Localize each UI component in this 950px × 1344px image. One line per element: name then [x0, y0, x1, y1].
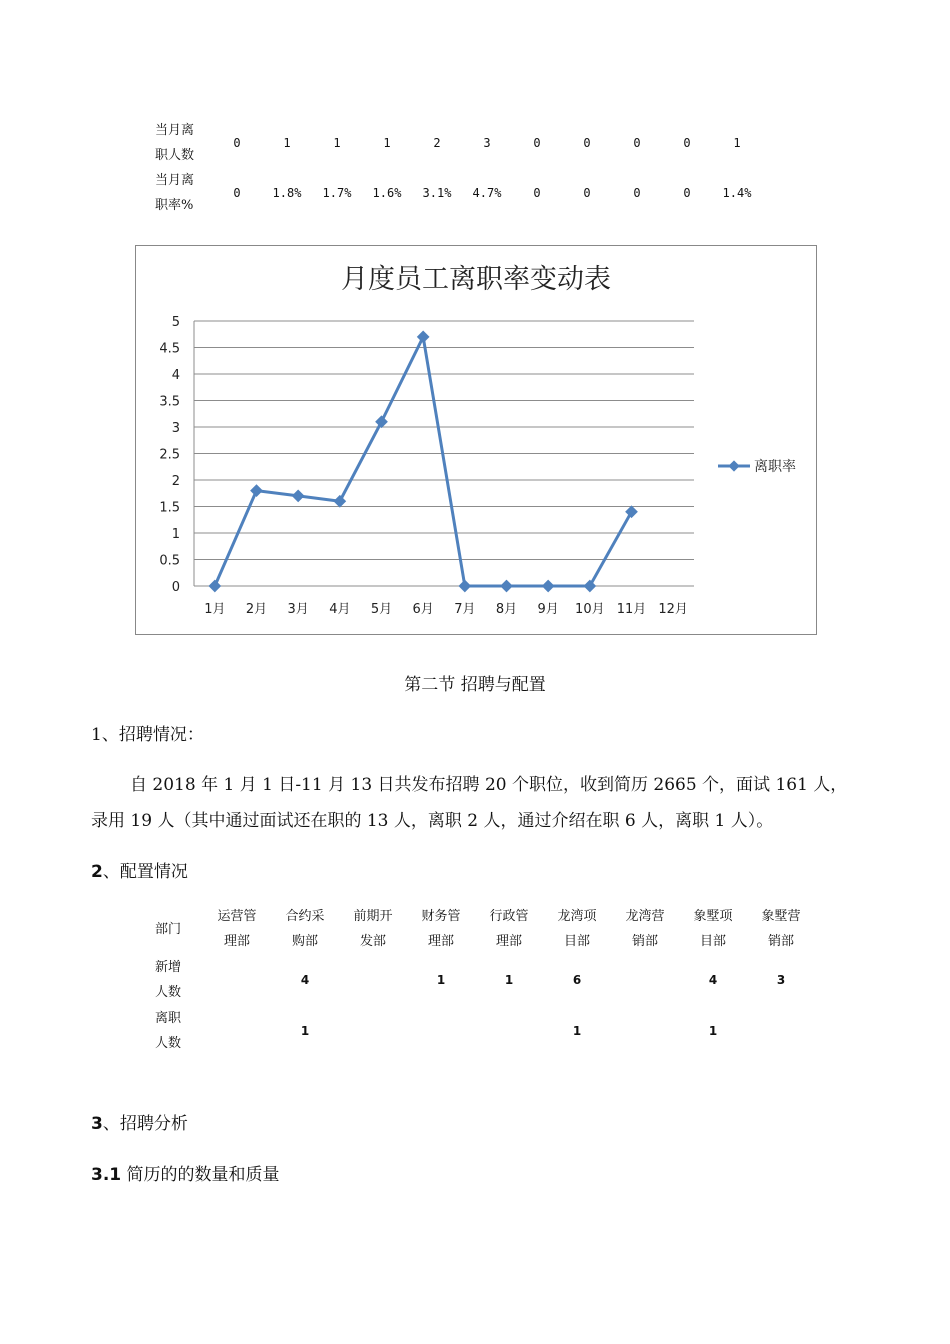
- turnover-cell: 2: [433, 136, 441, 150]
- turnover-cell: 3.1%: [422, 186, 452, 200]
- turnover-cell: 1: [283, 136, 291, 150]
- legend-label: 离职率: [754, 459, 796, 475]
- y-tick-label: 2: [171, 474, 180, 489]
- turnover-cell: 1.8%: [272, 186, 302, 200]
- turnover-cell: 0: [533, 136, 541, 150]
- x-tick-label: 3月: [287, 602, 309, 617]
- paragraph-line-1: 自 2018 年 1 月 1 日-11 月 13 日共发布招聘 20 个职位，收到简历 2665 个，面试 161 人，: [130, 775, 848, 795]
- config-dept-header: 龙湾项: [557, 909, 597, 924]
- config-dept-header: 运营管: [217, 909, 257, 924]
- config-dept-header: 销部: [631, 934, 658, 949]
- heading-resume-quality: [91, 1160, 280, 1185]
- y-tick-label: 3: [171, 421, 180, 436]
- chart-legend: [718, 459, 796, 475]
- config-cell: 1: [504, 973, 514, 987]
- turnover-cell: 1: [383, 136, 391, 150]
- x-tick-label: 2月: [245, 602, 268, 617]
- data-point: [542, 580, 555, 593]
- y-tick-label: 3.5: [159, 394, 180, 410]
- config-dept-header: 理部: [495, 934, 522, 949]
- y-tick-label: 4.5: [159, 341, 180, 357]
- paragraph-line-2: 录用 19 人（其中通过面试还在职的 13 人，离职 2 人，通过介绍在职 6 人，离职 1 人）。: [91, 811, 774, 831]
- y-tick-label: 0.5: [159, 553, 180, 569]
- config-dept-header: 购部: [291, 934, 318, 949]
- legend-marker: [728, 460, 739, 471]
- heading-allocation: [91, 857, 188, 882]
- x-tick-label: 10月: [575, 602, 605, 617]
- data-point: [458, 580, 471, 593]
- config-cell: 1: [572, 1024, 582, 1038]
- turnover-cell: 1.7%: [322, 186, 352, 200]
- heading-text: 、招聘分析: [102, 1114, 188, 1134]
- turnover-cell: 0: [683, 186, 691, 200]
- chart-title: 月度员工离职率变动表: [341, 264, 611, 295]
- turnover-cell: 0: [533, 186, 541, 200]
- turnover-cell: 0: [233, 136, 241, 150]
- config-header-label: 部门: [155, 922, 182, 937]
- config-cell: 4: [708, 973, 718, 987]
- config-row-label: 人数: [155, 1036, 182, 1051]
- config-row-label: 离职: [155, 1011, 182, 1026]
- config-dept-header: 理部: [223, 934, 250, 949]
- heading-text: 简历的的数量和质量: [121, 1165, 280, 1185]
- config-cell: 3: [776, 973, 786, 987]
- data-point: [417, 331, 430, 344]
- turnover-cell: 0: [633, 186, 641, 200]
- data-point: [375, 415, 388, 428]
- turnover-cell: 0: [683, 136, 691, 150]
- x-tick-label: 12月: [658, 602, 688, 617]
- config-dept-header: 象墅项: [693, 909, 733, 924]
- x-tick-label: 8月: [495, 602, 518, 617]
- data-point: [250, 484, 263, 497]
- y-tick-label: 2.5: [159, 447, 180, 463]
- config-dept-header: 行政管: [489, 909, 529, 924]
- turnover-cell: 0: [633, 136, 641, 150]
- data-point: [625, 505, 638, 518]
- y-tick-label: 5: [171, 315, 180, 330]
- data-point: [500, 580, 513, 593]
- config-cell: 1: [708, 1024, 718, 1038]
- row-label-resign-count: 当月离职人数: [155, 123, 195, 163]
- x-tick-label: 9月: [537, 602, 559, 617]
- config-cell: 1: [300, 1024, 310, 1038]
- config-dept-header: 销部: [767, 934, 794, 949]
- y-tick-label: 1: [171, 527, 180, 542]
- config-dept-header: 目部: [563, 934, 590, 949]
- config-dept-header: 象墅营: [761, 909, 801, 924]
- y-tick-label: 1.5: [159, 500, 180, 516]
- section-title: 第二节 招聘与配置: [404, 675, 546, 695]
- config-row-label: 人数: [155, 985, 182, 1000]
- turnover-cell: 0: [583, 136, 591, 150]
- turnover-cell: 4.7%: [472, 186, 502, 200]
- config-cell: 4: [300, 973, 310, 987]
- config-dept-header: 理部: [427, 934, 454, 949]
- turnover-cell: 3: [483, 136, 491, 150]
- turnover-cell: 1.6%: [372, 186, 402, 200]
- config-cell: 6: [572, 973, 582, 987]
- turnover-cell: 0: [583, 186, 591, 200]
- turnover-cell: 1: [333, 136, 341, 150]
- config-dept-header: 合约采: [285, 909, 325, 924]
- turnover-cell: 0: [233, 186, 241, 200]
- heading-number: 2: [91, 862, 103, 882]
- chart-svg: [136, 246, 816, 634]
- config-dept-header: 财务管: [421, 909, 461, 924]
- config-dept-header: 目部: [699, 934, 726, 949]
- data-point: [208, 580, 221, 593]
- x-tick-label: 5月: [370, 602, 393, 617]
- heading-recruitment: 1、招聘情况：: [91, 725, 204, 745]
- config-row-label: 新增: [155, 960, 182, 975]
- data-point: [583, 580, 596, 593]
- x-tick-label: 6月: [412, 602, 434, 617]
- turnover-cell: 1.4%: [722, 186, 752, 200]
- heading-text: 、配置情况: [102, 862, 188, 882]
- config-cell: 1: [436, 973, 446, 987]
- row-label-resign-rate: 当月离职率%: [155, 173, 195, 213]
- config-dept-header: 龙湾营: [625, 909, 665, 924]
- turnover-cell: 1: [733, 136, 741, 150]
- y-tick-label: 4: [171, 368, 180, 383]
- heading-number: 3: [91, 1114, 103, 1134]
- data-point: [292, 490, 305, 503]
- x-tick-label: 11月: [616, 602, 647, 617]
- y-tick-label: 0: [171, 580, 180, 595]
- heading-number: 3.1: [91, 1165, 122, 1185]
- x-tick-label: 4月: [329, 602, 351, 617]
- x-tick-label: 1月: [204, 602, 226, 617]
- heading-analysis: [91, 1109, 188, 1134]
- config-dept-header: 前期开: [353, 909, 393, 924]
- config-dept-header: 发部: [359, 934, 386, 949]
- turnover-line-chart: [135, 245, 817, 635]
- x-tick-label: 7月: [454, 602, 476, 617]
- data-point: [333, 495, 346, 508]
